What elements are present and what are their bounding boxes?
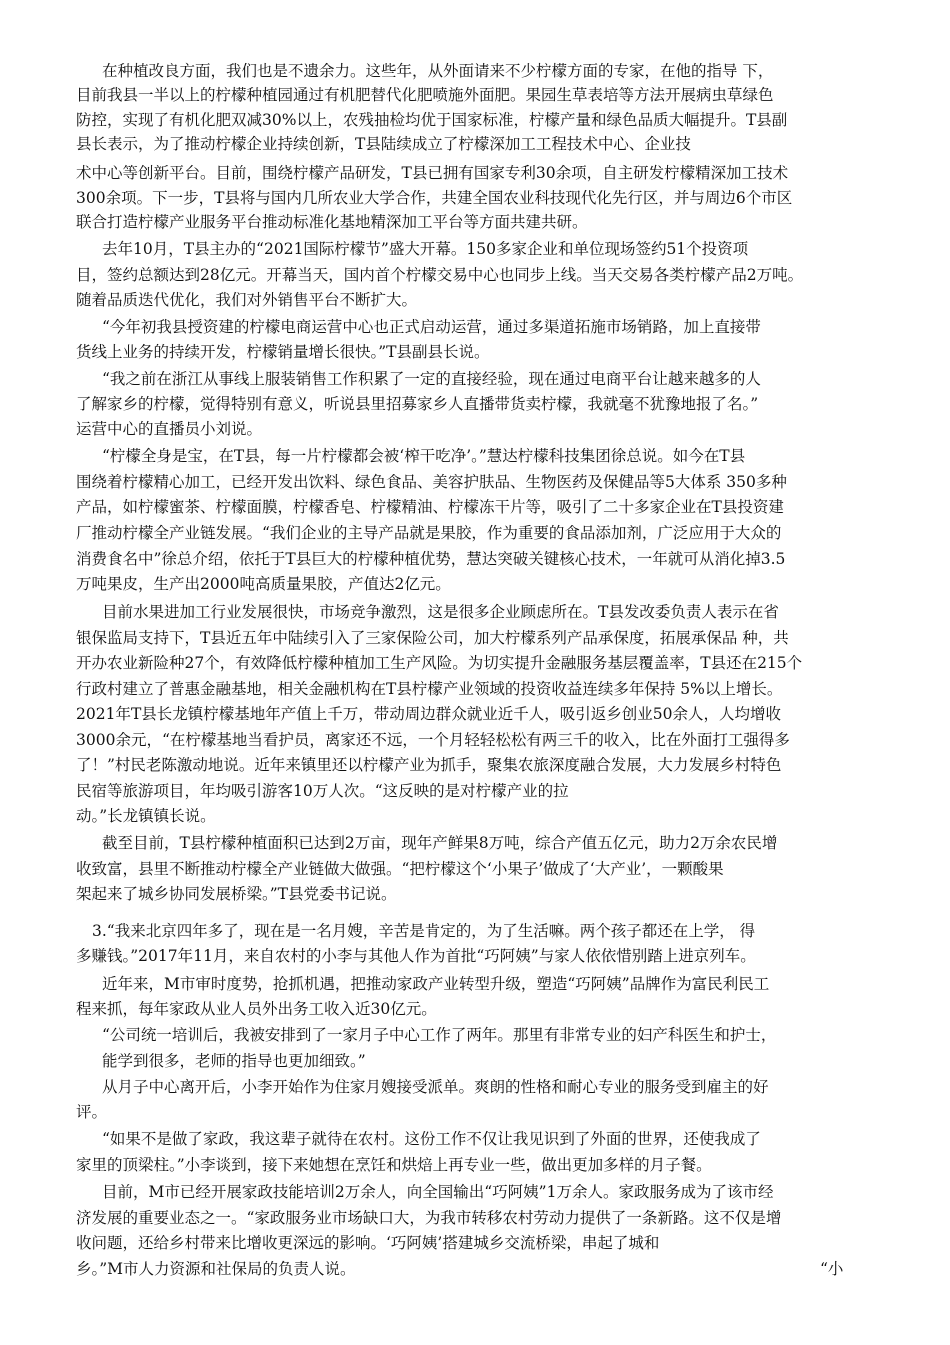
- text-line: 目前我县一半以上的柠檬种植园通过有机肥替代化肥喷施外面肥。果园生草表培等方法开展病虫草绿色: [76, 86, 774, 104]
- text-line: 目前，M市已经开展家政技能培训2万余人，向全国输出“巧阿姨”1万余人。家政服务成为了该市经: [102, 1183, 774, 1201]
- text-line: 了解家乡的柠檬，觉得特别有意义，听说县里招募家乡人直播带货卖柠檬，我就毫不犹豫地报了名。”: [76, 395, 759, 413]
- text-line: “柠檬全身是宝，在T县，每一片柠檬都会被‘榨干吃净’。”慧达柠檬科技集团徐总说。如今在T县: [102, 447, 746, 465]
- text-line: 2021年T县长龙镇柠檬基地年产值上千万，带动周边群众就业近千人，吸引返乡创业50余人，人均增收: [76, 705, 782, 723]
- text-line: 去年10月，T县主办的“2021国际柠檬节”盛大开幕。150多家企业和单位现场签约51个投资项: [102, 240, 749, 258]
- text-line: 截至目前，T县柠檬种植面积已达到2万亩，现年产鲜果8万吨，综合产值五亿元，助力2万余农民增: [102, 834, 778, 852]
- text-line: 程来抓，每年家政从业人员外出务工收入近30亿元。: [76, 1000, 437, 1018]
- text-line: 随着品质迭代优化，我们对外销售平台不断扩大。: [76, 291, 418, 309]
- text-line: 术中心等创新平台。目前，围绕柠檬产品研发，T县已拥有国家专利30余项，自主研发柠檬精深加工技术: [76, 164, 789, 182]
- text-line: 银保监局支持下，T县近五年中陆续引入了三家保险公司，加大柠檬系列产品承保度，拓展承保品 种，共: [76, 629, 789, 647]
- text-line: 县长表示，为了推动柠檬企业持续创新，T县陆续成立了柠檬深加工工程技术中心、企业技: [76, 135, 691, 153]
- text-line: 产品，如柠檬蜜茶、柠檬面膜，柠檬香皂、柠檬精油、柠檬冻干片等，吸引了二十多家企业在T县投资建: [76, 498, 784, 516]
- text-line: 厂推动柠檬全产业链发展。“我们企业的主导产品就是果胶，作为重要的食品添加剂，广泛应用于大众的: [76, 524, 782, 542]
- text-line: 能学到很多，老师的指导也更加细致。”: [102, 1052, 366, 1070]
- text-line: 3.“我来北京四年多了，现在是一名月嫂，辛苦是肯定的，为了生活嘛。两个孩子都还在上学， 得: [92, 922, 756, 940]
- text-line: 了！”村民老陈激动地说。近年来镇里还以柠檬产业为抓手，聚集农旅深度融合发展，大力发展乡村特色: [76, 756, 782, 774]
- text-line: 行政村建立了普惠金融基地，相关金融机构在T县柠檬产业领域的投资收益连续多年保持 5%以上增长。: [76, 680, 783, 698]
- text-line: “今年初我县授资建的柠檬电商运营中心也正式启动运营，通过多渠道拓施市场销路，加上直接带: [102, 318, 761, 336]
- text-line: “小: [820, 1260, 844, 1278]
- text-line: “公司统一培训后，我被安排到了一家月子中心工作了两年。那里有非常专业的妇产科医生和护士，: [102, 1026, 777, 1044]
- text-line: 开办农业新险种27个，有效降低柠檬种植加工生产风险。为切实提升金融服务基层覆盖率，T县还在215个: [76, 654, 803, 672]
- text-line: 运营中心的直播员小刘说。: [76, 420, 263, 438]
- text-line: 货线上业务的持续开发，柠檬销量增长很快。”T县副县长说。: [76, 343, 490, 361]
- text-line: 目前水果进加工行业发展很快，市场竞争激烈，这是很多企业顾虑所在。T县发改委负责人表示在省: [102, 603, 779, 621]
- text-line: 联合打造柠檬产业服务平台推动标准化基地精深加工平台等方面共建共研。: [76, 213, 588, 231]
- text-line: 架起来了城乡协同发展桥梁。”T县党委书记说。: [76, 885, 397, 903]
- text-line: 收致富，县里不断推动柠檬全产业链做大做强。“把柠檬这个‘小果子’做成了‘大产业’，一颗酸果: [76, 860, 724, 878]
- text-line: 消费食名中”徐总介绍，依托于T县巨大的柠檬种植优势，慧达突破关键核心技术，一年就可从消化掉3.5: [76, 550, 786, 568]
- text-line: 收问题，还给乡村带来比增收更深远的影响。‘巧阿姨’搭建城乡交流桥梁，串起了城和: [76, 1234, 660, 1252]
- text-line: 家里的顶梁柱。”小李谈到，接下来她想在烹饪和烘焙上再专业一些，做出更加多样的月子餐。: [76, 1156, 712, 1174]
- text-line: “如果不是做了家政，我这辈子就待在农村。这份工作不仅让我见识到了外面的世界，还使我成了: [102, 1130, 761, 1148]
- text-line: 300余项。下一步，T县将与国内几所农业大学合作，共建全国农业科技现代化先行区，并与周边6个市区: [76, 189, 793, 207]
- text-line: 在种植改良方面，我们也是不遗余力。这些年，从外面请来不少柠檬方面的专家，在他的指导 下，: [102, 62, 774, 80]
- text-line: 乡。”M市人力资源和社保局的负责人说。: [76, 1260, 356, 1278]
- text-line: 民宿等旅游项目，年均吸引游客10万人次。“这反映的是对柠檬产业的拉: [76, 782, 569, 800]
- text-line: 目，签约总额达到28亿元。开幕当天，国内首个柠檬交易中心也同步上线。当天交易各类柠檬产品2万吨。: [76, 266, 804, 284]
- text-line: 近年来，M市审时度势，抢抓机遇，把推动家政产业转型升级，塑造“巧阿姨”品牌作为富民利民工: [102, 975, 770, 993]
- text-line: 3000余元，“在柠檬基地当看护员，离家还不远，一个月轻轻松松有两三千的收入，比在外面打工强得多: [76, 731, 790, 749]
- text-line: 万吨果皮，生产出2000吨高质量果胶，产值达2亿元。: [76, 575, 451, 593]
- text-line: 济发展的重要业态之一。“家政服务业市场缺口大，为我市转移农村劳动力提供了一条新路。这不仅是增: [76, 1209, 782, 1227]
- text-line: 评。: [76, 1103, 108, 1121]
- text-line: 从月子中心离开后，小李开始作为住家月嫂接受派单。爽朗的性格和耐心专业的服务受到雇主的好: [102, 1078, 769, 1096]
- text-line: 多赚钱。”2017年11月，来自农村的小李与其他人作为首批“巧阿姨”与家人依依惜别踏上进京列车。: [76, 947, 756, 965]
- text-line: 围绕着柠檬精心加工，已经开发出饮料、绿色食品、美容护肤品、生物医药及保健品等5大体系 350多种: [76, 473, 787, 491]
- text-line: 防控，实现了有机化肥双减30%以上，农残抽检均优于国家标准，柠檬产量和绿色品质大幅提升。T县副: [76, 111, 788, 129]
- text-line: “我之前在浙江从事线上服装销售工作积累了一定的直接经验，现在通过电商平台让越来越多的人: [102, 370, 761, 388]
- text-line: 动。”长龙镇镇长说。: [76, 807, 216, 825]
